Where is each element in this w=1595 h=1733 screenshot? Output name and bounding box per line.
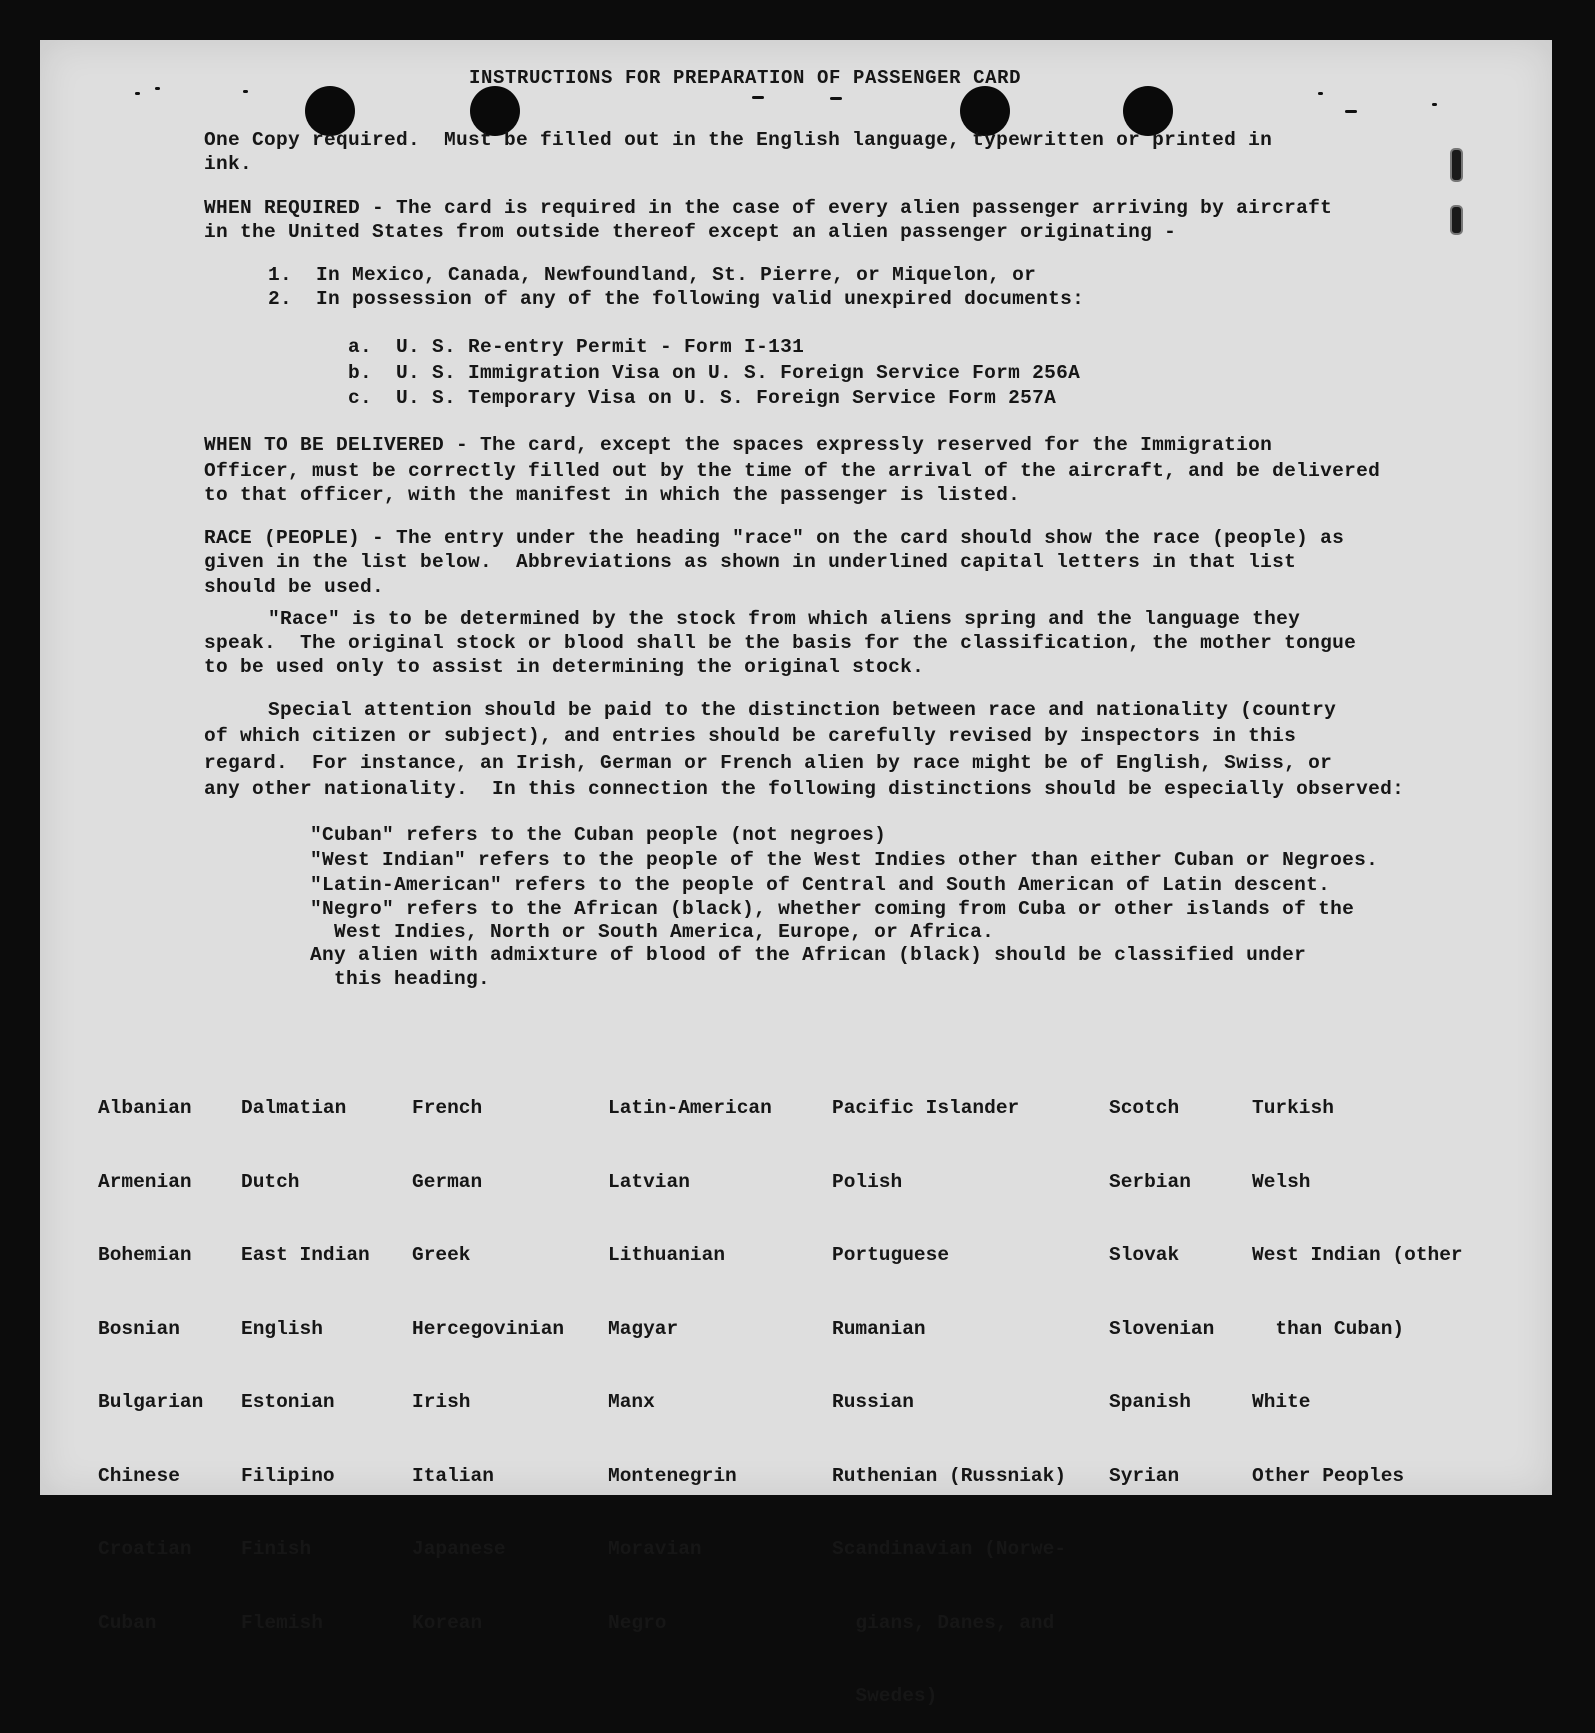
race-entry: Albanian [98,1097,192,1119]
document-item: a. U. S. Re-entry Permit - Form I-131 [348,336,805,358]
race-definition-line: speak. The original stock or blood shall be the basis for the classification, the mother tongue [204,632,1357,654]
race-entry: White [1252,1391,1311,1413]
when-delivered-line: to that officer, with the manifest in which the passenger is listed. [204,484,1021,506]
race-entry: Armenian [98,1170,192,1193]
race-entry: than Cuban) [1252,1317,1405,1340]
ink-speck [243,90,248,93]
document-item: c. U. S. Temporary Visa on U. S. Foreign Service Form 257A [348,387,1057,409]
ink-speck [752,96,764,99]
race-definition-line: to be used only to assist in determining the original stock. [204,656,925,678]
special-attention-line: Special attention should be paid to the distinction between race and nationality (country [268,699,1337,721]
ink-speck [155,87,160,90]
staple-mark [1450,148,1463,182]
race-entry: Hercegovinian [412,1317,565,1340]
race-entry: Scotch [1109,1097,1180,1119]
race-list-column [98,1047,203,1660]
when-delivered-line: Officer, must be correctly filled out by the time of the arrival of the aircraft, and be delivered [204,460,1381,482]
distinction-line: "Cuban" refers to the Cuban people (not negroes) [310,824,887,846]
intro-line: One Copy required. Must be filled out in the English language, typewritten or printed in [204,129,1273,151]
race-entry: Portuguese [832,1244,950,1266]
special-attention-line: any other nationality. In this connection the following distinctions should be especially observed: [204,778,1405,800]
race-entry: German [412,1170,483,1193]
race-entry: Ruthenian (Russniak) [832,1464,1067,1487]
race-list-column [1252,1047,1463,1513]
race-entry: Polish [832,1170,903,1193]
race-entry: Japanese [412,1538,506,1560]
race-entry: Italian [412,1464,494,1487]
race-entry: Spanish [1109,1391,1191,1413]
distinction-line: "West Indian" refers to the people of the West Indies other than either Cuban or Negroes. [310,849,1379,871]
race-entry: West Indian (other [1252,1244,1463,1266]
when-required-line: in the United States from outside thereof except an alien passenger originating - [204,221,1177,243]
race-entry: Dalmatian [241,1097,347,1119]
race-entry: Magyar [608,1317,679,1340]
ink-speck [1432,103,1437,106]
race-entry: Montenegrin [608,1464,737,1487]
document-item: b. U. S. Immigration Visa on U. S. Foreign Service Form 256A [348,362,1081,384]
race-entry: Negro [608,1611,667,1634]
ink-speck [830,97,842,100]
when-required-line: WHEN REQUIRED - The card is required in the case of every alien passenger arriving by aircraft [204,197,1333,219]
race-entry: Korean [412,1611,483,1634]
race-entry: Syrian [1109,1464,1180,1487]
race-entry: gians, Danes, and [832,1611,1055,1634]
race-entry: Turkish [1252,1097,1334,1119]
race-entry: Greek [412,1244,471,1266]
race-entry: Serbian [1109,1170,1191,1193]
race-entry: Scandinavian (Norwe- [832,1538,1067,1560]
race-entry: Filipino [241,1464,335,1487]
special-attention-line: regard. For instance, an Irish, German or French alien by race might be of English, Swiss, or [204,752,1333,774]
race-heading-line: RACE (PEOPLE) - The entry under the heading "race" on the card should show the race (people) as [204,527,1345,549]
race-entry: Dutch [241,1170,300,1193]
race-entry: Swedes) [832,1685,938,1707]
race-entry: Rumanian [832,1317,926,1340]
special-attention-line: of which citizen or subject), and entries should be carefully revised by inspectors in this [204,725,1297,747]
race-list-column [608,1047,772,1660]
race-entry: Cuban [98,1611,157,1634]
race-entry: Finish [241,1538,312,1560]
race-entry: Slovenian [1109,1317,1215,1340]
race-entry: Croatian [98,1538,192,1560]
when-delivered-line: WHEN TO BE DELIVERED - The card, except the spaces expressly reserved for the Immigration [204,434,1273,456]
race-entry: Flemish [241,1611,323,1634]
staple-mark [1450,205,1463,235]
race-entry: Estonian [241,1391,335,1413]
race-entry: Slovak [1109,1244,1180,1266]
race-definition-line: "Race" is to be determined by the stock from which aliens spring and the language they [268,608,1301,630]
race-heading-line: should be used. [204,576,385,598]
race-entry: Bohemian [98,1244,192,1266]
race-entry: English [241,1317,323,1340]
race-list-column [832,1047,1066,1733]
intro-line: ink. [204,153,253,175]
race-list-column [241,1047,370,1660]
race-entry: Welsh [1252,1170,1311,1193]
race-entry: Chinese [98,1464,180,1487]
race-entry: Manx [608,1391,655,1413]
origin-item: 2. In possession of any of the following valid unexpired documents: [268,288,1085,310]
race-entry: Irish [412,1391,471,1413]
ink-speck [135,92,140,95]
distinction-line: West Indies, North or South America, Europe, or Africa. [310,921,995,943]
distinction-line: "Latin-American" refers to the people of Central and South American of Latin descent. [310,874,1331,896]
ink-speck [1318,92,1323,95]
race-entry: Other Peoples [1252,1464,1405,1487]
ink-speck [1345,110,1357,113]
race-entry: Moravian [608,1538,702,1560]
race-entry: Bulgarian [98,1391,204,1413]
race-entry: Lithuanian [608,1244,726,1266]
race-entry: Pacific Islander [832,1097,1020,1119]
distinction-line: Any alien with admixture of blood of the African (black) should be classified under [310,944,1307,966]
origin-item: 1. In Mexico, Canada, Newfoundland, St. Pierre, or Miquelon, or [268,264,1037,286]
race-entry: East Indian [241,1244,370,1266]
race-heading-line: given in the list below. Abbreviations as shown in underlined capital letters in that list [204,551,1297,573]
race-entry: Bosnian [98,1317,180,1340]
distinction-line: this heading. [310,968,491,990]
race-list-column [1109,1047,1214,1513]
race-entry: Latvian [608,1170,690,1193]
race-list-column [412,1047,564,1660]
race-entry: Latin-American [608,1097,772,1119]
distinction-line: "Negro" refers to the African (black), whether coming from Cuba or other islands of the [310,898,1355,920]
page-title: INSTRUCTIONS FOR PREPARATION OF PASSENGER CARD [469,67,1022,89]
race-entry: French [412,1097,483,1119]
race-entry: Russian [832,1391,914,1413]
